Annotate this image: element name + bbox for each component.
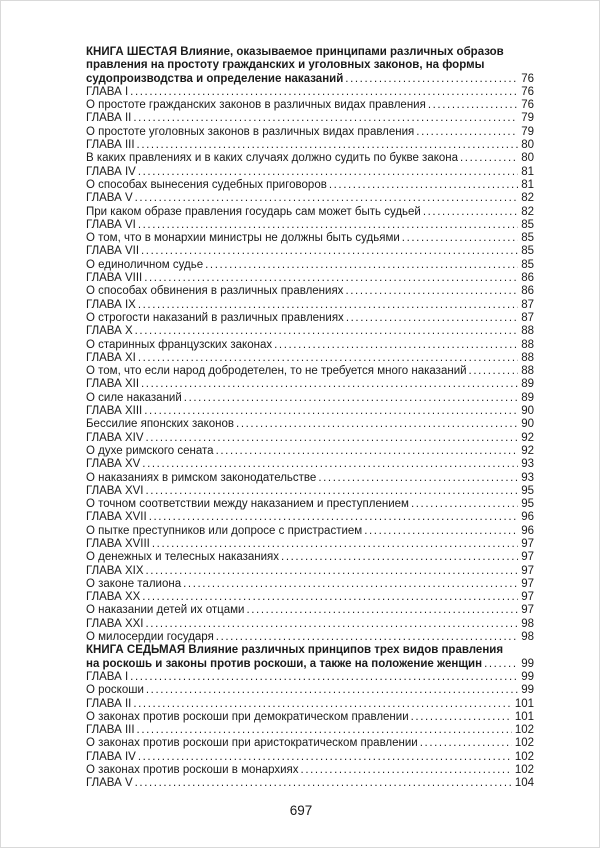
toc-line: [86, 339, 534, 352]
toc-page-number: 85: [521, 232, 534, 245]
toc-chapter-entry: [86, 458, 534, 471]
toc-page-number: 80: [521, 139, 534, 152]
toc-chapter-entry: [86, 272, 534, 285]
toc-page-number: 95: [521, 484, 534, 497]
dot-leader: [137, 724, 512, 737]
toc-page-number: 79: [521, 112, 534, 125]
dot-leader: [142, 458, 518, 471]
toc-entry-label: ГЛАВА XI: [86, 351, 136, 364]
toc-entry-label: О законах против роскоши в монархиях: [86, 764, 299, 777]
toc-book-entry: [86, 46, 534, 86]
toc-entry-label: О простоте уголовных законов в различных видах правления: [86, 125, 415, 138]
dot-leader: [345, 73, 518, 86]
toc-topic-entry: [86, 392, 534, 405]
toc-line: [86, 126, 534, 139]
toc-page-number: 88: [521, 351, 534, 364]
toc-topic-entry: [86, 604, 534, 617]
toc-topic-entry: [86, 498, 534, 511]
toc-entry-label: ГЛАВА XXI: [86, 617, 144, 630]
dot-leader: [146, 684, 518, 697]
dot-leader: [146, 565, 519, 578]
toc-entry-label: ГЛАВА XII: [86, 378, 140, 391]
toc-entry-label: О духе римского сената: [86, 444, 214, 457]
toc-line: [86, 458, 534, 471]
toc-book-line: [86, 46, 534, 59]
toc-chapter-entry: [86, 724, 534, 737]
dot-leader: [236, 418, 518, 431]
dot-leader: [130, 86, 518, 99]
toc-entry-label: ГЛАВА I: [86, 85, 129, 98]
toc-page-number: 98: [521, 617, 534, 630]
toc-line: [86, 724, 534, 737]
toc-line: [86, 405, 534, 418]
toc-line: [86, 418, 534, 431]
dot-leader: [133, 698, 511, 711]
toc-topic-entry: [86, 525, 534, 538]
toc-page-number: 87: [521, 311, 534, 324]
toc-entry-label: О единоличном судье: [86, 258, 204, 271]
toc-entry-label: О пытке преступников или допросе с пристрастием: [86, 524, 363, 537]
dot-leader: [137, 139, 519, 152]
toc-line: [86, 285, 534, 298]
toc-topic-entry: [86, 99, 534, 112]
toc-entry-label: ГЛАВА V: [86, 192, 133, 205]
toc-page-number: 82: [521, 192, 534, 205]
dot-leader: [469, 365, 519, 378]
toc-entry-label: КНИГА СЕДЬМАЯ Влияние различных принципов трех видов правления: [86, 644, 504, 657]
toc-line: [86, 565, 534, 578]
toc-page-number: 88: [521, 338, 534, 351]
toc-book-line: [86, 644, 534, 657]
toc-entry-label: О том, что в монархии министры не должны быть судьями: [86, 232, 400, 245]
toc-line: [86, 272, 534, 285]
toc-page-number: 85: [521, 258, 534, 271]
toc-line: [86, 325, 534, 338]
dot-leader: [346, 312, 518, 325]
toc-book-line: [86, 59, 534, 72]
toc-entry-label: Бессилие японских законов: [86, 418, 235, 431]
dot-leader: [411, 711, 512, 724]
toc-entry-label: ГЛАВА I: [86, 670, 129, 683]
toc-topic-entry: [86, 418, 534, 431]
toc-entry-label: ГЛАВА II: [86, 112, 132, 125]
toc-page-number: 97: [521, 591, 534, 604]
dot-leader: [423, 206, 518, 219]
toc-page-number: 102: [514, 764, 534, 777]
dot-leader: [402, 232, 518, 245]
dot-leader: [301, 764, 512, 777]
toc-entry-label: ГЛАВА V: [86, 777, 133, 790]
toc-chapter-entry: [86, 777, 534, 790]
toc-line: [86, 684, 534, 697]
toc-chapter-entry: [86, 192, 534, 205]
toc-entry-label: ГЛАВА XV: [86, 458, 141, 471]
toc-entry-label: О способах вынесения судебных приговоров: [86, 178, 327, 191]
toc-line: [86, 139, 534, 152]
toc-entry-label: О силе наказаний: [86, 391, 182, 404]
toc-topic-entry: [86, 152, 534, 165]
toc-topic-entry: [86, 312, 534, 325]
dot-leader: [420, 737, 512, 750]
toc-book-entry: [86, 644, 534, 671]
dot-leader: [281, 551, 518, 564]
dot-leader: [146, 618, 519, 631]
toc-line: [86, 219, 534, 232]
toc-page-number: 97: [521, 564, 534, 577]
toc-line: [86, 618, 534, 631]
toc-line: [86, 259, 534, 272]
dot-leader: [146, 485, 519, 498]
toc-chapter-entry: [86, 112, 534, 125]
dot-leader: [141, 378, 518, 391]
toc-entry-label: О простоте гражданских законов в различных видах правления: [86, 99, 426, 112]
toc-page-number: 82: [521, 205, 534, 218]
toc-entry-label: КНИГА ШЕСТАЯ Влияние, оказываемое принципами различных образов: [86, 46, 504, 58]
toc-chapter-entry: [86, 139, 534, 152]
toc-page-number: 90: [521, 405, 534, 418]
dot-leader: [246, 604, 518, 617]
toc-entry-label: ГЛАВА IV: [86, 165, 136, 178]
toc-page-number: 97: [521, 577, 534, 590]
toc-entry-label: ГЛАВА XIII: [86, 405, 143, 418]
dot-leader: [144, 272, 518, 285]
toc-line: [86, 485, 534, 498]
toc-page-number: 97: [521, 537, 534, 550]
toc-chapter-entry: [86, 405, 534, 418]
toc-chapter-entry: [86, 299, 534, 312]
toc-topic-entry: [86, 764, 534, 777]
toc-line: [86, 671, 534, 684]
dot-leader: [152, 538, 518, 551]
toc-entry-label: О способах обвинения в различных правлениях: [86, 285, 344, 298]
toc-line: [86, 591, 534, 604]
dot-leader: [364, 525, 518, 538]
page-number-footer: 697: [289, 803, 313, 818]
toc-topic-entry: [86, 126, 534, 139]
toc-entry-label: О денежных и телесных наказаниях: [86, 551, 280, 564]
toc-chapter-entry: [86, 671, 534, 684]
toc-topic-entry: [86, 285, 534, 298]
toc-topic-entry: [86, 578, 534, 591]
toc-topic-entry: [86, 445, 534, 458]
toc-page-number: 102: [514, 750, 534, 763]
toc-line: [86, 777, 534, 790]
dot-leader: [138, 299, 518, 312]
toc-chapter-entry: [86, 166, 534, 179]
toc-book-line: [86, 658, 534, 671]
toc-topic-entry: [86, 179, 534, 192]
dot-leader: [135, 325, 519, 338]
toc-line: [86, 578, 534, 591]
toc-page-number: 99: [521, 670, 534, 683]
toc-page-number: 93: [521, 471, 534, 484]
dot-leader: [460, 152, 518, 165]
toc-line: [86, 392, 534, 405]
toc-entry-label: О старинных французских законах: [86, 338, 273, 351]
dot-leader: [138, 751, 512, 764]
toc-topic-entry: [86, 551, 534, 564]
toc-entry-label: ГЛАВА II: [86, 697, 132, 710]
toc-page-number: 81: [521, 165, 534, 178]
toc-page-number: 92: [521, 444, 534, 457]
toc-chapter-entry: [86, 511, 534, 524]
toc-line: [86, 525, 534, 538]
dot-leader: [274, 339, 518, 352]
dot-leader: [428, 99, 518, 112]
toc-entry-label: О законах против роскоши при аристократическом правлении: [86, 737, 418, 750]
toc-line: [86, 378, 534, 391]
toc-chapter-entry: [86, 591, 534, 604]
dot-leader: [144, 405, 518, 418]
toc-line: [86, 498, 534, 511]
toc-entry-label: О наказании детей их отцами: [86, 604, 245, 617]
dot-leader: [138, 166, 518, 179]
toc-page-number: 76: [521, 72, 534, 85]
toc-line: [86, 472, 534, 485]
dot-leader: [205, 259, 518, 272]
toc-chapter-entry: [86, 618, 534, 631]
toc-line: [86, 698, 534, 711]
toc-entry-label: О законе талиона: [86, 577, 182, 590]
dot-leader: [142, 591, 518, 604]
toc-topic-entry: [86, 711, 534, 724]
toc-topic-entry: [86, 365, 534, 378]
toc-line: [86, 245, 534, 258]
toc-page-number: 98: [521, 631, 534, 644]
toc-page-number: 96: [521, 524, 534, 537]
toc-page-number: 92: [521, 431, 534, 444]
toc-entry-label: ГЛАВА VI: [86, 218, 136, 231]
toc-topic-entry: [86, 259, 534, 272]
toc-entry-label: ГЛАВА III: [86, 724, 135, 737]
toc-page-number: 88: [521, 365, 534, 378]
toc-topic-entry: [86, 684, 534, 697]
dot-leader: [135, 192, 519, 205]
toc-line: [86, 232, 534, 245]
dot-leader: [411, 498, 518, 511]
toc-entry-label: ГЛАВА X: [86, 325, 133, 338]
dot-leader: [146, 432, 519, 445]
toc-entry-label: ГЛАВА XIX: [86, 564, 144, 577]
toc-line: [86, 432, 534, 445]
toc-page-number: 104: [514, 777, 534, 790]
toc-entry-label: В каких правлениях и в каких случаях должно судить по букве закона: [86, 152, 459, 165]
toc-entry-label: О точном соответствии между наказанием и преступлением: [86, 498, 409, 511]
toc-entry-label: О законах против роскоши при демократическом правлении: [86, 710, 409, 723]
toc-page-number: 93: [521, 458, 534, 471]
dot-leader: [135, 777, 512, 790]
toc-chapter-entry: [86, 751, 534, 764]
toc-entry-label: ГЛАВА III: [86, 139, 135, 152]
toc-page-number: 88: [521, 325, 534, 338]
toc-book-line: [86, 73, 534, 86]
dot-leader: [183, 578, 518, 591]
toc-page-number: 97: [521, 551, 534, 564]
toc-topic-entry: [86, 232, 534, 245]
toc-entry-label: ГЛАВА XVII: [86, 511, 147, 524]
dot-leader: [416, 126, 518, 139]
toc-line: [86, 312, 534, 325]
toc-page-number: 80: [521, 152, 534, 165]
toc-line: [86, 551, 534, 564]
toc-entry-label: ГЛАВА XVI: [86, 484, 144, 497]
toc-entry-label: О роскоши: [86, 684, 144, 697]
dot-leader: [138, 219, 518, 232]
toc-chapter-entry: [86, 485, 534, 498]
toc-page-number: 90: [521, 418, 534, 431]
toc-page-number: 101: [514, 710, 534, 723]
toc-chapter-entry: [86, 538, 534, 551]
toc-entry-label: О том, что если народ добродетелен, то не требуется много наказаний: [86, 365, 467, 378]
toc-page-number: 87: [521, 298, 534, 311]
toc-line: [86, 179, 534, 192]
toc-line: [86, 86, 534, 99]
toc-page-number: 95: [521, 498, 534, 511]
toc-entry-label: ГЛАВА VII: [86, 245, 140, 258]
toc-chapter-entry: [86, 565, 534, 578]
toc-page-number: 97: [521, 604, 534, 617]
toc-entry-label: судопроизводства и определение наказаний: [86, 72, 344, 85]
toc-line: [86, 352, 534, 365]
toc-page-number: 86: [521, 285, 534, 298]
toc-page-number: 99: [521, 684, 534, 697]
toc-line: [86, 764, 534, 777]
dot-leader: [216, 445, 519, 458]
toc-line: [86, 737, 534, 750]
toc-chapter-entry: [86, 378, 534, 391]
toc-line: [86, 166, 534, 179]
toc-page-number: 101: [514, 697, 534, 710]
toc-line: [86, 538, 534, 551]
toc-entry-label: О строгости наказаний в различных правлениях: [86, 311, 344, 324]
toc-page-number: 99: [521, 657, 534, 670]
toc-entry-label: ГЛАВА IV: [86, 750, 136, 763]
toc-line: [86, 206, 534, 219]
toc-topic-entry: [86, 206, 534, 219]
toc-page-number: 85: [521, 245, 534, 258]
toc-line: [86, 299, 534, 312]
toc-list: [86, 46, 534, 791]
toc-page-number: 86: [521, 272, 534, 285]
toc-chapter-entry: [86, 352, 534, 365]
dot-leader: [318, 472, 518, 485]
toc-line: [86, 192, 534, 205]
toc-page-number: 76: [521, 85, 534, 98]
toc-page-number: 96: [521, 511, 534, 524]
toc-entry-label: правления на простоту гражданских и уголовных законов, на формы: [86, 59, 485, 72]
toc-page-number: 102: [514, 724, 534, 737]
toc-entry-label: О наказаниях в римском законодательстве: [86, 471, 317, 484]
toc-entry-label: При каком образе правления государь сам может быть судьей: [86, 205, 421, 218]
toc-entry-label: на роскошь и законы против роскоши, а также на положение женщин: [86, 657, 483, 670]
toc-page-number: 79: [521, 125, 534, 138]
toc-line: [86, 112, 534, 125]
dot-leader: [149, 511, 519, 524]
toc-entry-label: О милосердии государя: [86, 631, 214, 644]
dot-leader: [329, 179, 518, 192]
toc-line: [86, 511, 534, 524]
toc-chapter-entry: [86, 86, 534, 99]
toc-chapter-entry: [86, 325, 534, 338]
toc-topic-entry: [86, 631, 534, 644]
toc-line: [86, 631, 534, 644]
toc-page-number: 81: [521, 178, 534, 191]
toc-entry-label: ГЛАВА XVIII: [86, 537, 150, 550]
toc-chapter-entry: [86, 245, 534, 258]
toc-line: [86, 711, 534, 724]
dot-leader: [133, 112, 518, 125]
toc-entry-label: ГЛАВА XX: [86, 591, 141, 604]
dot-leader: [484, 658, 518, 671]
toc-chapter-entry: [86, 219, 534, 232]
toc-line: [86, 445, 534, 458]
toc-chapter-entry: [86, 432, 534, 445]
toc-page-number: 89: [521, 378, 534, 391]
dot-leader: [141, 245, 518, 258]
toc-line: [86, 604, 534, 617]
toc-entry-label: ГЛАВА XIV: [86, 431, 144, 444]
toc-topic-entry: [86, 472, 534, 485]
toc-page-number: 85: [521, 218, 534, 231]
toc-page-number: 76: [521, 99, 534, 112]
dot-leader: [184, 392, 518, 405]
toc-page-number: 102: [514, 737, 534, 750]
dot-leader: [130, 671, 518, 684]
toc-topic-entry: [86, 737, 534, 750]
toc-line: [86, 365, 534, 378]
toc-topic-entry: [86, 339, 534, 352]
toc-page-number: 89: [521, 391, 534, 404]
toc-line: [86, 152, 534, 165]
toc-line: [86, 751, 534, 764]
toc-entry-label: ГЛАВА VIII: [86, 272, 143, 285]
toc-entry-label: ГЛАВА IX: [86, 298, 136, 311]
dot-leader: [345, 285, 518, 298]
toc-chapter-entry: [86, 698, 534, 711]
toc-line: [86, 99, 534, 112]
dot-leader: [138, 352, 518, 365]
dot-leader: [216, 631, 518, 644]
